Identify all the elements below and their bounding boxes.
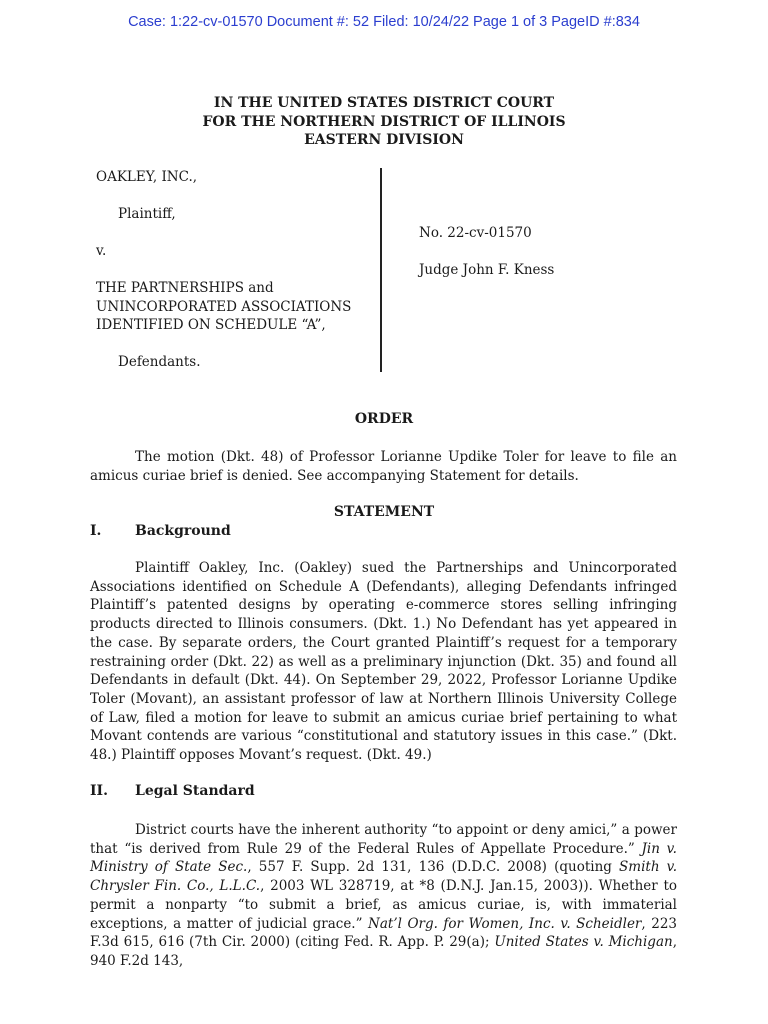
case-citation: Smith v. Chrysler Fin. Co., L.L.C. — [90, 859, 677, 895]
legal-text: , 557 F. Supp. 2d 131, 136 (D.D.C. 2008) (quoting — [247, 859, 620, 876]
case-header: Case: 1:22-cv-01570 Document #: 52 Filed: 10/24/22 Page 1 of 3 PageID #:834 — [128, 14, 640, 30]
court-line: EASTERN DIVISION — [304, 132, 464, 148]
caption-divider — [380, 168, 382, 372]
defendant-line: THE PARTNERSHIPS and — [96, 280, 274, 296]
order-text: The motion (Dkt. 48) of Professor Lorianne Updike Toler for leave to file an amicus curiae brief is denied. See accompanying Statement for details. — [90, 449, 677, 484]
section-title: Legal Standard — [135, 783, 255, 799]
legal-text: , 940 F.2d 143, — [90, 934, 677, 969]
order-title: ORDER — [354, 411, 414, 427]
plaintiff-role: Plaintiff, — [118, 206, 176, 222]
plaintiff-name: OAKLEY, INC., — [96, 169, 198, 185]
case-citation: United States v. Michigan — [494, 934, 673, 951]
case-citation: Jin v. Ministry of State Sec. — [90, 840, 677, 876]
versus: v. — [96, 243, 107, 259]
background-paragraph — [90, 559, 677, 765]
section-heading-legal-standard — [90, 783, 255, 799]
defendant-line: IDENTIFIED ON SCHEDULE “A”, — [96, 317, 326, 333]
court-heading — [0, 94, 768, 150]
case-number: No. 22-cv-01570 — [419, 225, 532, 241]
defendant-line: UNINCORPORATED ASSOCIATIONS — [96, 298, 352, 315]
defendant-role: Defendants. — [118, 354, 201, 370]
court-line: IN THE UNITED STATES DISTRICT COURT — [213, 95, 555, 111]
court-line: FOR THE NORTHERN DISTRICT OF ILLINOIS — [202, 113, 566, 130]
legal-text: , 223 F.3d 615, 616 (7th Cir. 2000) (citing Fed. R. App. P. 29(a); — [90, 915, 677, 951]
section-number: I. — [90, 523, 102, 539]
section-title: Background — [135, 523, 231, 539]
judge-name: Judge John F. Kness — [419, 262, 555, 278]
legal-text: , 2003 WL 328719, at *8 (D.N.J. Jan.15, 2003)). Whether to permit a nonparty “to submit a brief, as amicus curiae, is, with immaterial exceptions, a matter of judicial grace.” — [90, 878, 678, 932]
caption-parties — [96, 168, 386, 372]
background-text: Plaintiff Oakley, Inc. (Oakley) sued the Partnerships and Unincorporated Associations identified on Schedule A (Defendants), alleging Defendants infringed Plaintiff’s patented designs by operating e-commerce stores selling infringing products directed to Illinois consumers. (Dkt. 1.) No Defendant has yet appeared in the case. By separate orders, the Court granted Plaintiff’s request for a temporary restraining order (Dkt. 22) as well as a preliminary injunction (Dkt. 35) and found all Defendants in default (Dkt. 44). On September 29, 2022, Professor Lorianne Updike Toler (Movant), an assistant professor of law at Northern Illinois University College of Law, filed a motion for leave to submit an amicus curiae brief pertaining to what Movant contends are various “constitutional and statutory issues in this case.” (Dkt. 48.) Plaintiff opposes Movant’s request. (Dkt. 49.) — [90, 560, 677, 764]
section-number: II. — [90, 783, 108, 799]
order-paragraph — [90, 448, 677, 485]
case-citation: Nat’l Org. for Women, Inc. v. Scheidler — [368, 915, 642, 932]
legal-text: District courts have the inherent authority “to appoint or deny amici,” a power that “is derived from Rule 29 of the Federal Rules of Appellate Procedure.” — [90, 822, 677, 857]
section-heading-background — [90, 523, 231, 539]
statement-title: STATEMENT — [333, 504, 435, 520]
legal-standard-paragraph — [90, 821, 677, 971]
